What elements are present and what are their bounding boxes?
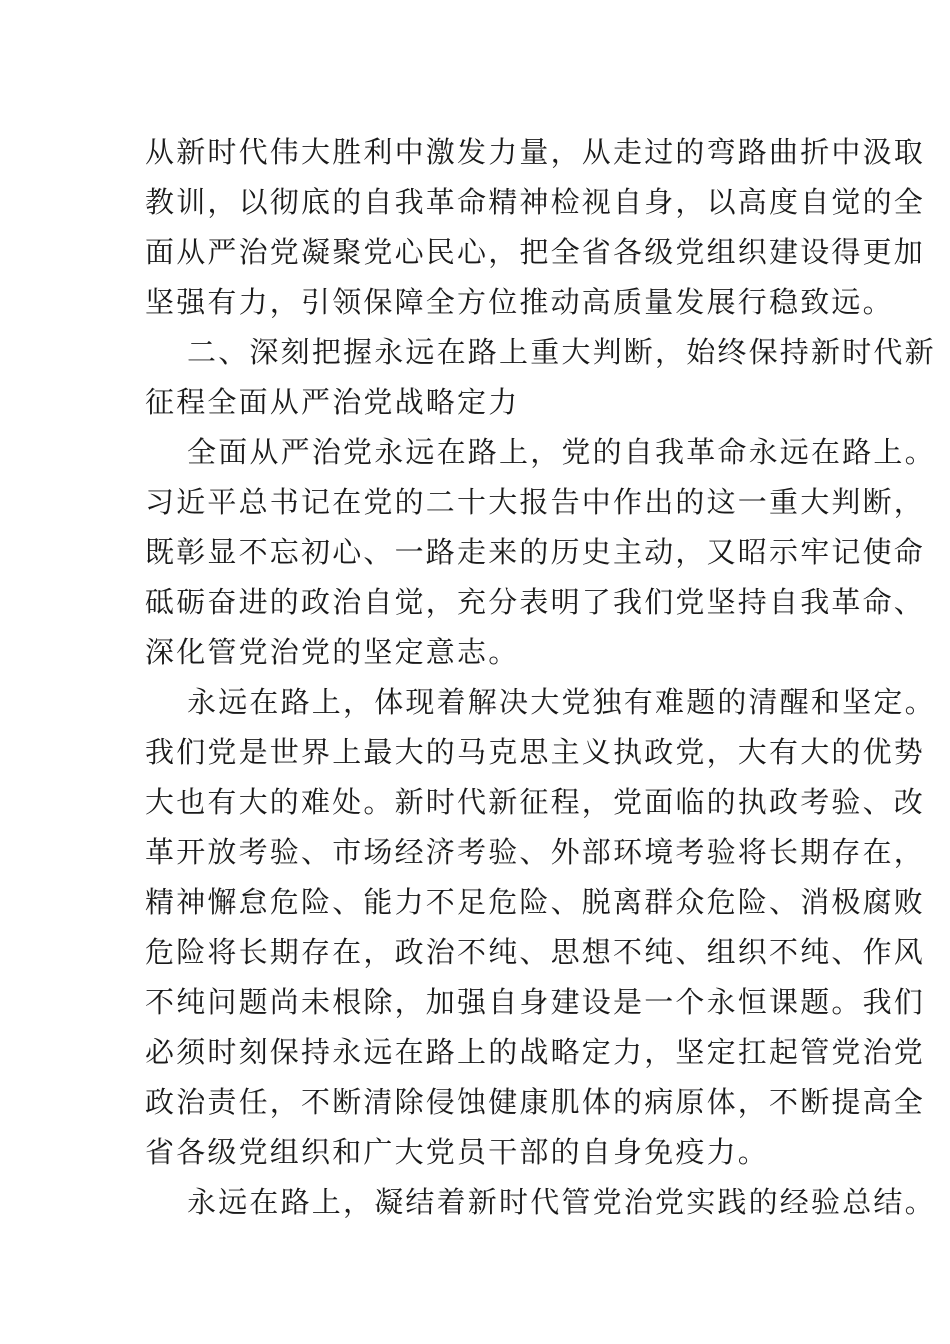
text-line: 政治责任，不断清除侵蚀健康肌体的病原体，不断提高全 xyxy=(145,1085,926,1119)
section-heading-line: 二、深刻把握永远在路上重大判断，始终保持新时代新 xyxy=(187,335,936,369)
text-line: 面从严治党凝聚党心民心，把全省各级党组织建设得更加 xyxy=(145,235,926,269)
text-line: 革开放考验、市场经济考验、外部环境考验将长期存在， xyxy=(145,835,926,869)
text-line: 精神懈怠危险、能力不足危险、脱离群众危险、消极腐败 xyxy=(145,885,926,919)
text-line: 既彰显不忘初心、一路走来的历史主动，又昭示牢记使命 xyxy=(145,535,926,569)
text-line: 从新时代伟大胜利中激发力量，从走过的弯路曲折中汲取 xyxy=(145,135,926,169)
text-line: 省各级党组织和广大党员干部的自身免疫力。 xyxy=(145,1135,770,1169)
section-heading-line: 征程全面从严治党战略定力 xyxy=(145,385,520,419)
text-line: 我们党是世界上最大的马克思主义执政党，大有大的优势 xyxy=(145,735,926,769)
text-line: 习近平总书记在党的二十大报告中作出的这一重大判断， xyxy=(145,485,926,519)
text-line: 深化管党治党的坚定意志。 xyxy=(145,635,520,669)
text-line: 危险将长期存在，政治不纯、思想不纯、组织不纯、作风 xyxy=(145,935,926,969)
text-line: 砥砺奋进的政治自觉，充分表明了我们党坚持自我革命、 xyxy=(145,585,926,619)
text-line: 永远在路上，凝结着新时代管党治党实践的经验总结。 xyxy=(187,1185,936,1219)
text-line: 永远在路上，体现着解决大党独有难题的清醒和坚定。 xyxy=(187,685,936,719)
text-line: 必须时刻保持永远在路上的战略定力，坚定扛起管党治党 xyxy=(145,1035,926,1069)
text-line: 大也有大的难处。新时代新征程，党面临的执政考验、改 xyxy=(145,785,926,819)
text-line: 教训，以彻底的自我革命精神检视自身，以高度自觉的全 xyxy=(145,185,926,219)
text-line: 坚强有力，引领保障全方位推动高质量发展行稳致远。 xyxy=(145,285,894,319)
text-line: 全面从严治党永远在路上，党的自我革命永远在路上。 xyxy=(187,435,936,469)
text-line: 不纯问题尚未根除，加强自身建设是一个永恒课题。我们 xyxy=(145,985,926,1019)
